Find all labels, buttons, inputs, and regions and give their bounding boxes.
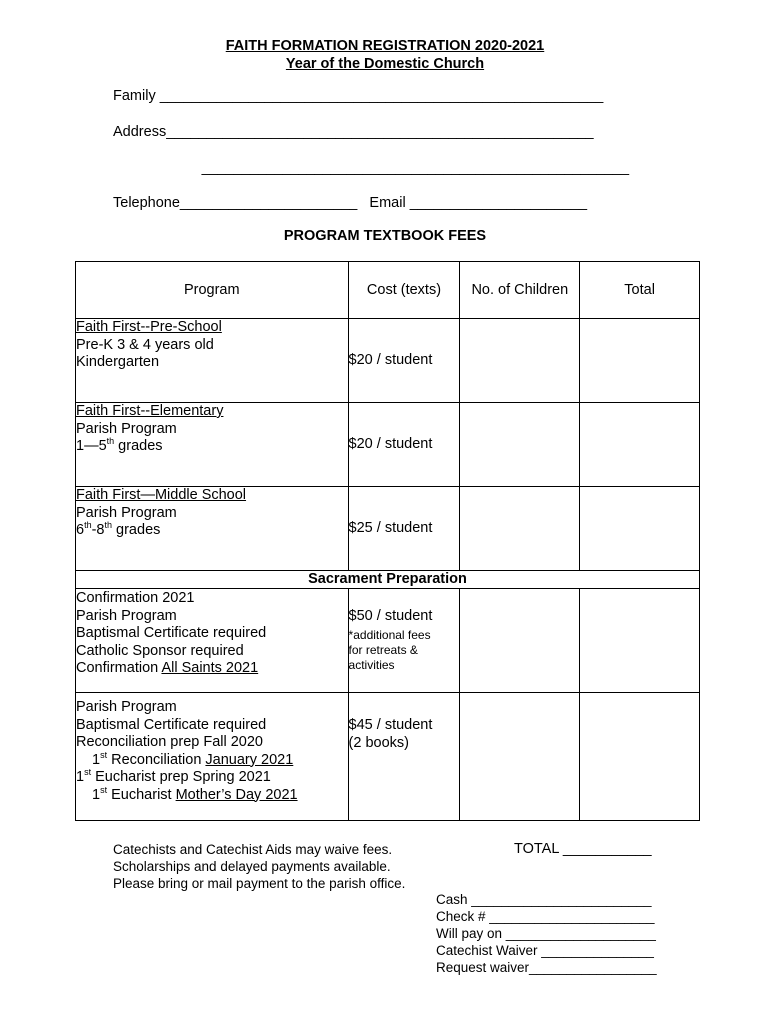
program-line: Baptismal Certificate required <box>76 716 267 733</box>
sacrament-heading: Sacrament Preparation <box>76 571 700 589</box>
header-total: Total <box>580 262 700 319</box>
cost-cell: $45 / student (2 books) <box>348 693 460 821</box>
section-heading: PROGRAM TEXTBOOK FEES <box>283 228 487 244</box>
program-line: Parish Program <box>76 420 177 437</box>
program-line: 1st Eucharist Mother’s Day 2021 <box>92 784 298 803</box>
table-header-row <box>76 262 700 319</box>
cost-cell: $20 / student <box>348 319 460 403</box>
cost-cell: $50 / student *additional fees for retreats & activities <box>348 589 460 693</box>
children-cell[interactable] <box>460 319 580 403</box>
table-row <box>76 319 700 403</box>
form-subtitle: Year of the Domestic Church <box>285 56 485 72</box>
payment-cash-field[interactable]: Cash ________________________ <box>436 892 652 907</box>
children-cell[interactable] <box>460 403 580 487</box>
notes-block <box>113 841 405 892</box>
header-cost: Cost (texts) <box>348 262 460 319</box>
program-line: Kindergarten <box>76 354 160 370</box>
program-title: Faith First--Pre-School <box>76 319 222 335</box>
children-cell[interactable] <box>460 693 580 821</box>
program-cell <box>76 319 349 403</box>
total-field[interactable]: TOTAL ___________ <box>514 841 652 857</box>
program-line: Baptismal Certificate required <box>76 625 267 641</box>
address-field[interactable]: Address_____________________________________________________ <box>113 124 594 140</box>
program-cell <box>76 403 349 487</box>
children-cell[interactable] <box>460 589 580 693</box>
program-cell <box>76 589 349 693</box>
note-line: Scholarships and delayed payments available. <box>113 859 391 874</box>
header-children: No. of Children <box>460 262 580 319</box>
program-cell <box>76 487 349 571</box>
program-grades: 6th-8th grades <box>76 520 161 538</box>
program-cell <box>76 693 349 821</box>
address-line2-field[interactable]: _____________________________________________________ <box>113 160 630 176</box>
program-line: Parish Program <box>76 607 177 624</box>
table-row <box>76 589 700 693</box>
program-line: Parish Program <box>76 699 177 715</box>
cost-cell: $25 / student <box>348 487 460 571</box>
payment-block <box>436 891 657 976</box>
header-program: Program <box>76 262 349 319</box>
form-title: FAITH FORMATION REGISTRATION 2020-2021 <box>225 38 545 54</box>
payment-check-field[interactable]: Check # ______________________ <box>436 909 655 924</box>
table-row <box>76 403 700 487</box>
children-cell[interactable] <box>460 487 580 571</box>
table-row <box>76 693 700 821</box>
program-line: Catholic Sponsor required <box>76 642 244 659</box>
fees-table <box>75 261 700 821</box>
cost-cell: $20 / student <box>348 403 460 487</box>
program-title: Faith First--Elementary <box>76 403 224 419</box>
program-line: Confirmation All Saints 2021 <box>76 660 259 676</box>
program-line: Parish Program <box>76 504 177 521</box>
program-line: 1st Eucharist prep Spring 2021 <box>76 767 271 785</box>
total-cell[interactable] <box>580 589 700 693</box>
payment-request-waiver-field[interactable]: Request waiver_________________ <box>436 960 657 975</box>
total-cell[interactable] <box>580 693 700 821</box>
telephone-email-field[interactable]: Telephone______________________ Email ______________________ <box>113 195 588 211</box>
note-line: Please bring or mail payment to the parish office. <box>113 876 406 891</box>
program-grades: 1—5th grades <box>76 436 163 454</box>
total-cell[interactable] <box>580 403 700 487</box>
program-title: Faith First—Middle School <box>76 487 247 503</box>
program-line: 1st Reconciliation January 2021 <box>92 749 294 768</box>
payment-catechist-waiver-field[interactable]: Catechist Waiver _______________ <box>436 943 654 958</box>
family-field[interactable]: Family _______________________________________________________ <box>113 88 604 104</box>
total-cell[interactable] <box>580 319 700 403</box>
program-line: Confirmation 2021 <box>76 590 195 606</box>
note-line: Catechists and Catechist Aids may waive fees. <box>113 842 393 857</box>
total-cell[interactable] <box>580 487 700 571</box>
table-row <box>76 487 700 571</box>
sacrament-heading-row <box>76 571 700 589</box>
payment-will-pay-field[interactable]: Will pay on ____________________ <box>436 926 656 941</box>
program-line: Pre-K 3 & 4 years old <box>76 336 214 353</box>
program-line: Reconciliation prep Fall 2020 <box>76 734 263 750</box>
